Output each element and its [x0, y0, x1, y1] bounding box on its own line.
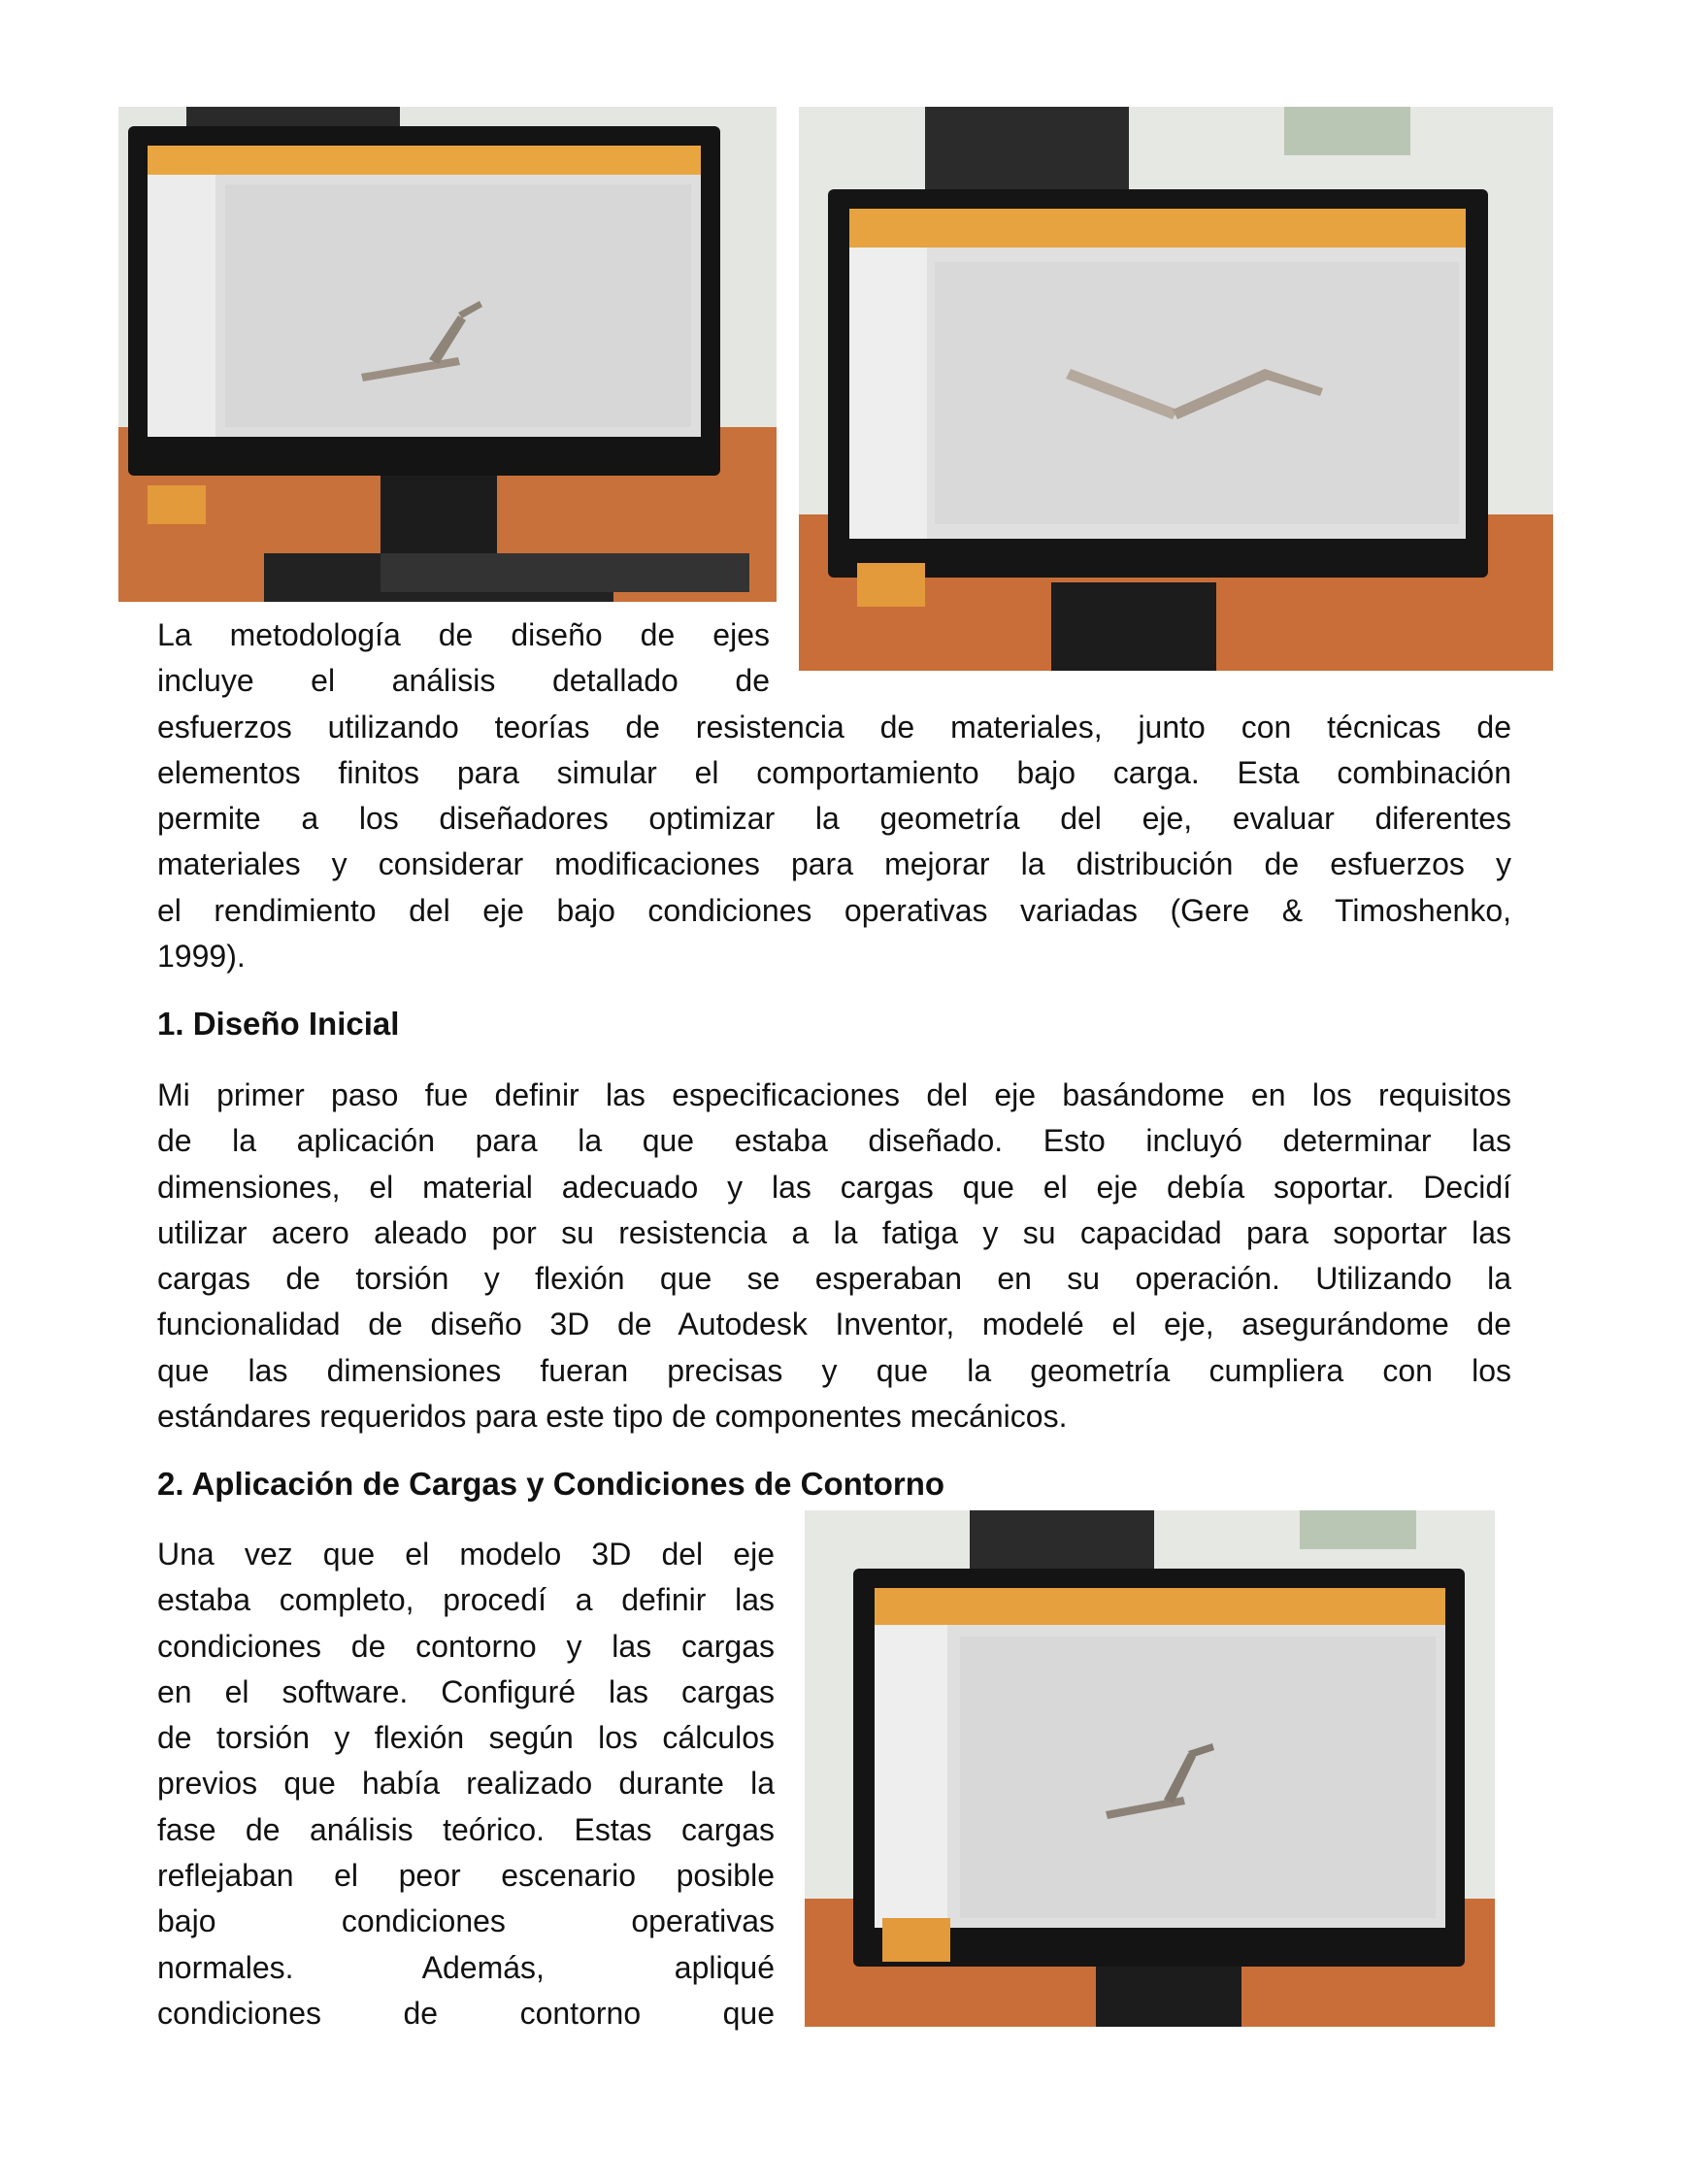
photo-monitor-shaft-model-1 — [118, 107, 777, 602]
text-line: cargas de torsión y flexión que se esperaban en su operación. Utilizando la — [157, 1261, 1511, 1297]
text-line: normales. Además, apliqué — [157, 1949, 775, 1985]
text-line: previos que había realizado durante la — [157, 1766, 775, 1802]
heading-initial-design: 1. Diseño Inicial — [157, 1006, 400, 1042]
heading-loads-boundary-conditions: 2. Aplicación de Cargas y Condiciones de Contorno — [157, 1466, 945, 1502]
photo-monitor-shaft-model-3 — [805, 1510, 1495, 2027]
photo-monitor-shaft-model-2 — [799, 107, 1553, 671]
text-line: Mi primer paso fue definir las especificaciones del eje basándome en los requisitos — [157, 1077, 1511, 1112]
paragraph-initial-design — [157, 1073, 1511, 1439]
text-line: esfuerzos utilizando teorías de resistencia de materiales, junto con técnicas de — [157, 709, 1511, 745]
text-line: permite a los diseñadores optimizar la geometría del eje, evaluar diferentes — [157, 801, 1511, 837]
text-line: elementos finitos para simular el comportamiento bajo carga. Esta combinación — [157, 754, 1511, 790]
text-line: 1999). — [157, 939, 246, 975]
text-line: materiales y considerar modificaciones para mejorar la distribución de esfuerzos y — [157, 846, 1511, 882]
text-line: Una vez que el modelo 3D del eje — [157, 1537, 775, 1572]
text-line: estaba completo, procedí a definir las — [157, 1582, 775, 1618]
paragraph-methodology — [157, 612, 1511, 979]
text-line: de la aplicación para la que estaba diseñado. Esto incluyó determinar las — [157, 1123, 1511, 1159]
text-line: que las dimensiones fueran precisas y que la geometría cumpliera con los — [157, 1352, 1511, 1388]
text-line: estándares requeridos para este tipo de componentes mecánicos. — [157, 1399, 1068, 1435]
text-line: fase de análisis teórico. Estas cargas — [157, 1811, 775, 1847]
text-line: incluye el análisis detallado de — [157, 663, 770, 699]
text-line: bajo condiciones operativas — [157, 1903, 775, 1939]
text-line: utilizar acero aleado por su resistencia a la fatiga y su capacidad para soportar las — [157, 1214, 1511, 1250]
paragraph-loads — [157, 1532, 775, 2036]
text-line: La metodología de diseño de ejes — [157, 617, 770, 652]
text-line: de torsión y flexión según los cálculos — [157, 1720, 775, 1756]
text-line: condiciones de contorno y las cargas — [157, 1628, 775, 1664]
text-line: funcionalidad de diseño 3D de Autodesk Inventor, modelé el eje, asegurándome de — [157, 1307, 1511, 1342]
text-line: el rendimiento del eje bajo condiciones operativas variadas (Gere & Timoshenko, — [157, 892, 1511, 928]
text-line: en el software. Configuré las cargas — [157, 1673, 775, 1709]
text-line: condiciones de contorno que — [157, 1995, 775, 2031]
text-line: dimensiones, el material adecuado y las cargas que el eje debía soportar. Decidí — [157, 1169, 1511, 1205]
text-line: reflejaban el peor escenario posible — [157, 1858, 775, 1894]
